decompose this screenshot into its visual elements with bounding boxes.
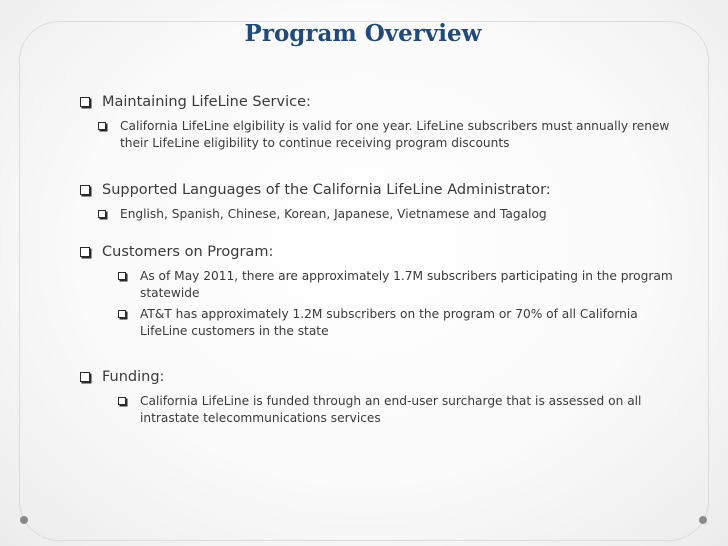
section-supported-languages: [82, 180, 685, 223]
section-heading: Maintaining LifeLine Service:: [82, 92, 685, 112]
bullet-item: California LifeLine is funded through an end-user surcharge that is assessed on all intrastate telecommunications services: [120, 393, 685, 427]
section-customers-on-program: [82, 242, 685, 340]
bullet-item: California LifeLine elgibility is valid for one year. LifeLine subscribers must annually renew their LifeLine eligibility to continue receiving program discounts: [100, 118, 685, 152]
slide-title-text: Program Overview: [244, 20, 482, 47]
checkbox-bullet-icon: [80, 372, 90, 382]
bullet-item: English, Spanish, Chinese, Korean, Japanese, Vietnamese and Tagalog: [100, 206, 685, 223]
checkbox-bullet-icon: [80, 247, 90, 257]
section-heading: Customers on Program:: [82, 242, 685, 262]
checkbox-bullet-icon: [118, 310, 126, 318]
checkbox-bullet-icon: [98, 210, 106, 218]
checkbox-bullet-icon: [80, 97, 90, 107]
checkbox-bullet-icon: [118, 272, 126, 280]
section-heading: Supported Languages of the California LifeLine Administrator:: [82, 180, 685, 200]
slide-title: [0, 20, 690, 47]
corner-dot-right: [699, 516, 707, 524]
checkbox-bullet-icon: [98, 122, 106, 130]
checkbox-bullet-icon: [118, 397, 126, 405]
checkbox-bullet-icon: [80, 185, 90, 195]
section-funding: [82, 367, 685, 427]
section-maintaining-service: [82, 92, 685, 152]
section-heading: Funding:: [82, 367, 685, 387]
corner-dot-left: [20, 516, 28, 524]
bullet-item: As of May 2011, there are approximately 1.7M subscribers participating in the program statewide: [120, 268, 685, 302]
bullet-item: AT&T has approximately 1.2M subscribers on the program or 70% of all California LifeLine customers in the state: [120, 306, 685, 340]
